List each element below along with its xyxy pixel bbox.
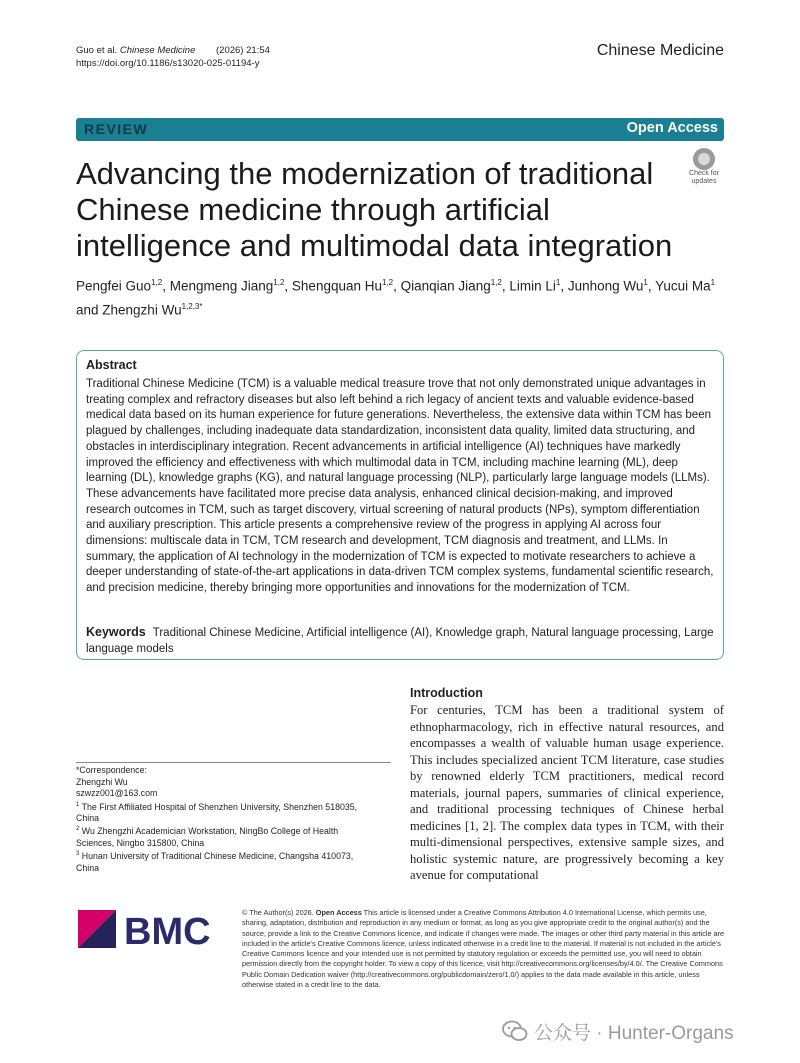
author-affiliation: 1 (643, 278, 648, 287)
cite-authors: Guo et al. (76, 45, 118, 56)
citation-header (76, 44, 270, 70)
cite-year-vol: (2026) 21:54 (216, 45, 270, 56)
author-affiliation: 1 (555, 278, 561, 287)
check-for-updates-badge[interactable] (684, 148, 724, 188)
logo-text: BMC (124, 911, 211, 952)
article-type-label: REVIEW (84, 121, 149, 137)
author-name: Yucui Ma (655, 278, 711, 294)
open-access-label: Open Access (626, 120, 718, 136)
author-affiliation: 1,2 (490, 278, 502, 287)
author-affiliation: 1 (710, 278, 716, 287)
author-name: Junhong Wu (567, 278, 644, 294)
correspondence-name: Zhengzhi Wu (76, 776, 128, 787)
introduction-heading: Introduction (410, 686, 483, 700)
author-affiliation: 1,2 (382, 278, 394, 287)
correspondence-email[interactable]: szwzz001@163.com (76, 788, 158, 798)
abstract-box (76, 350, 724, 660)
license-body: This article is licensed under a Creative Commons Attribution 4.0 International License, which permits use, sharing, adaptation, distribution and reproduction in any medium or format, as long as you give appropriate credit to the original author(s) and the source, provide a link to the Creative Commons licence, and indicate if changes were made. The images or other third party material in this article are included in the article's Creative Commons licence, unless indicated otherwise in a credit line to the material. If material is not included in the article's Creative Commons licence and your intended use is not permitted by statutory regulation or exceeds the permitted use, you will need to obtain permission directly from the copyright holder. To view a copy of this licence, visit http://creativecommons.org/licenses/by/4.0/. The Creative Commons Public Domain Dedication waiver (http://creativecommons.org/publicdomain/zero/1.0/) applies to the data made available in this article, unless otherwise stated in a credit line to the data. (242, 908, 725, 990)
check-updates-icon (693, 148, 715, 170)
author-name: Shengquan Hu (291, 278, 382, 294)
keywords-label: Keywords (86, 625, 146, 639)
authors-and: and (76, 302, 103, 317)
license-copyright: © The Author(s) 2026. (242, 908, 314, 917)
author-affiliation: 1,2 (151, 278, 163, 287)
article-title: Advancing the modernization of traditional Chinese medicine through artificial intelligence and multimodal data integration (76, 156, 673, 263)
wechat-icon (502, 1020, 528, 1042)
check-updates-label: Check for updates (689, 170, 719, 185)
author-name: Limin Li (509, 278, 556, 294)
affiliation-item: $^2$ Wu Zhengzhi Academician Workstation, NingBo College of Health Sciences, Ningbo 315800, China (76, 826, 339, 848)
abstract-heading: Abstract (86, 358, 137, 372)
watermark-text: 公众号 · Hunter-Organs (534, 1022, 734, 1044)
affiliation-item: $^1$ The First Affiliated Hospital of Shenzhen University, Shenzhen 518035, China (76, 801, 358, 823)
author-name: Pengfei Guo (76, 278, 152, 294)
watermark (502, 1014, 734, 1048)
author-name: Zhengzhi Wu (102, 302, 182, 317)
license-open-access: Open Access (315, 908, 362, 917)
keywords-block (86, 625, 716, 657)
author-list: Pengfei Guo$^{1,2}$, Mengmeng Jiang$^{1,2}$, Shengquan Hu$^{1,2}$, Qianqian Jiang$^{1,2}$, Limin Li$^1$, Junhong Wu$^1$, Yucui Ma$^1$ and Zhengzhi $Wu^{1,2,3*}$ (76, 278, 716, 317)
affiliation-item: $^3$ Hunan University of Traditional Chinese Medicine, Changsha 410073, China (76, 851, 354, 873)
author-name: Qianqian Jiang (400, 278, 491, 294)
author-affiliation: 1,2,3* (181, 301, 203, 311)
bmc-logo (76, 906, 226, 952)
introduction-text: For centuries, TCM has been a traditional system of ethnopharmacology, rich in effective natural resources, and encompasses a wealth of valuable human usage experience. This includes specialized ancient TCM literature, case studies by renowned elderly TCM practitioners, medical record materials, journal papers, summaries of clinical experience, and traditional processing techniques of Chinese herbal medicines [1, 2]. The complex data types in TCM, with their multi-dimensional perspectives, extensive sample sizes, and holistic systemic nature, are progressively becoming a key avenue for computational (410, 703, 724, 882)
doi-link[interactable]: https://doi.org/10.1186/s13020-025-01194-y (76, 58, 260, 69)
article-type-banner (76, 118, 724, 141)
citation-line (76, 44, 270, 57)
introduction-section (410, 686, 724, 884)
license-text (242, 908, 726, 990)
journal-name: Chinese Medicine (596, 42, 724, 59)
footnotes (76, 765, 376, 874)
author-affiliation: 1,2 (273, 278, 285, 287)
abstract-text: Traditional Chinese Medicine (TCM) is a valuable medical treasure trove that not only demonstrated unique advantages in treating complex and refractory diseases but also left behind a rich legacy of ancient texts and valuable evidence-based medical data based on its human experience for future generations. Nevertheless, the extensive data within TCM has been plagued by challenges, including inadequate data standardization, inconsistent data quality, limited data structuring, and obstacles in interdisciplinary integration. Recent advancements in artificial intelligence (AI) techniques have markedly improved the efficiency and effectiveness with which multimodal data in TCM, including machine learning (ML), deep learning (DL), knowledge graphs (KG), and natural language processing (NLP), particularly large language models (LLMs). These advancements have facilitated more precise data analysis, enhanced clinical decision-making, and improved research outcomes in TCM, such as target discovery, virtual screening of natural products (NPs), symptom differentiation and auxiliary prescription. This article presents a comprehensive review of the progress in applying AI across four dimensions: multiscale data in TCM, TCM research and development, TCM diagnosis and treatment, and LLMs. In summary, the application of AI technology in the modernization of TCM is expected to motivate researchers to achieve a deeper understanding of state-of-the-art applications in data-driven TCM complex systems, fundamental scientific research, and precision medicine, thereby bringing more opportunities and innovations for the modernization of TCM. (86, 378, 714, 595)
footnote-divider (76, 762, 391, 763)
keywords-text: Traditional Chinese Medicine, Artificial intelligence (AI), Knowledge graph, Natural language processing, Large language models (86, 627, 714, 655)
author-name: Mengmeng Jiang (169, 278, 274, 294)
correspondence-label: *Correspondence: (76, 765, 147, 775)
cite-journal: Chinese Medicine (119, 45, 196, 56)
